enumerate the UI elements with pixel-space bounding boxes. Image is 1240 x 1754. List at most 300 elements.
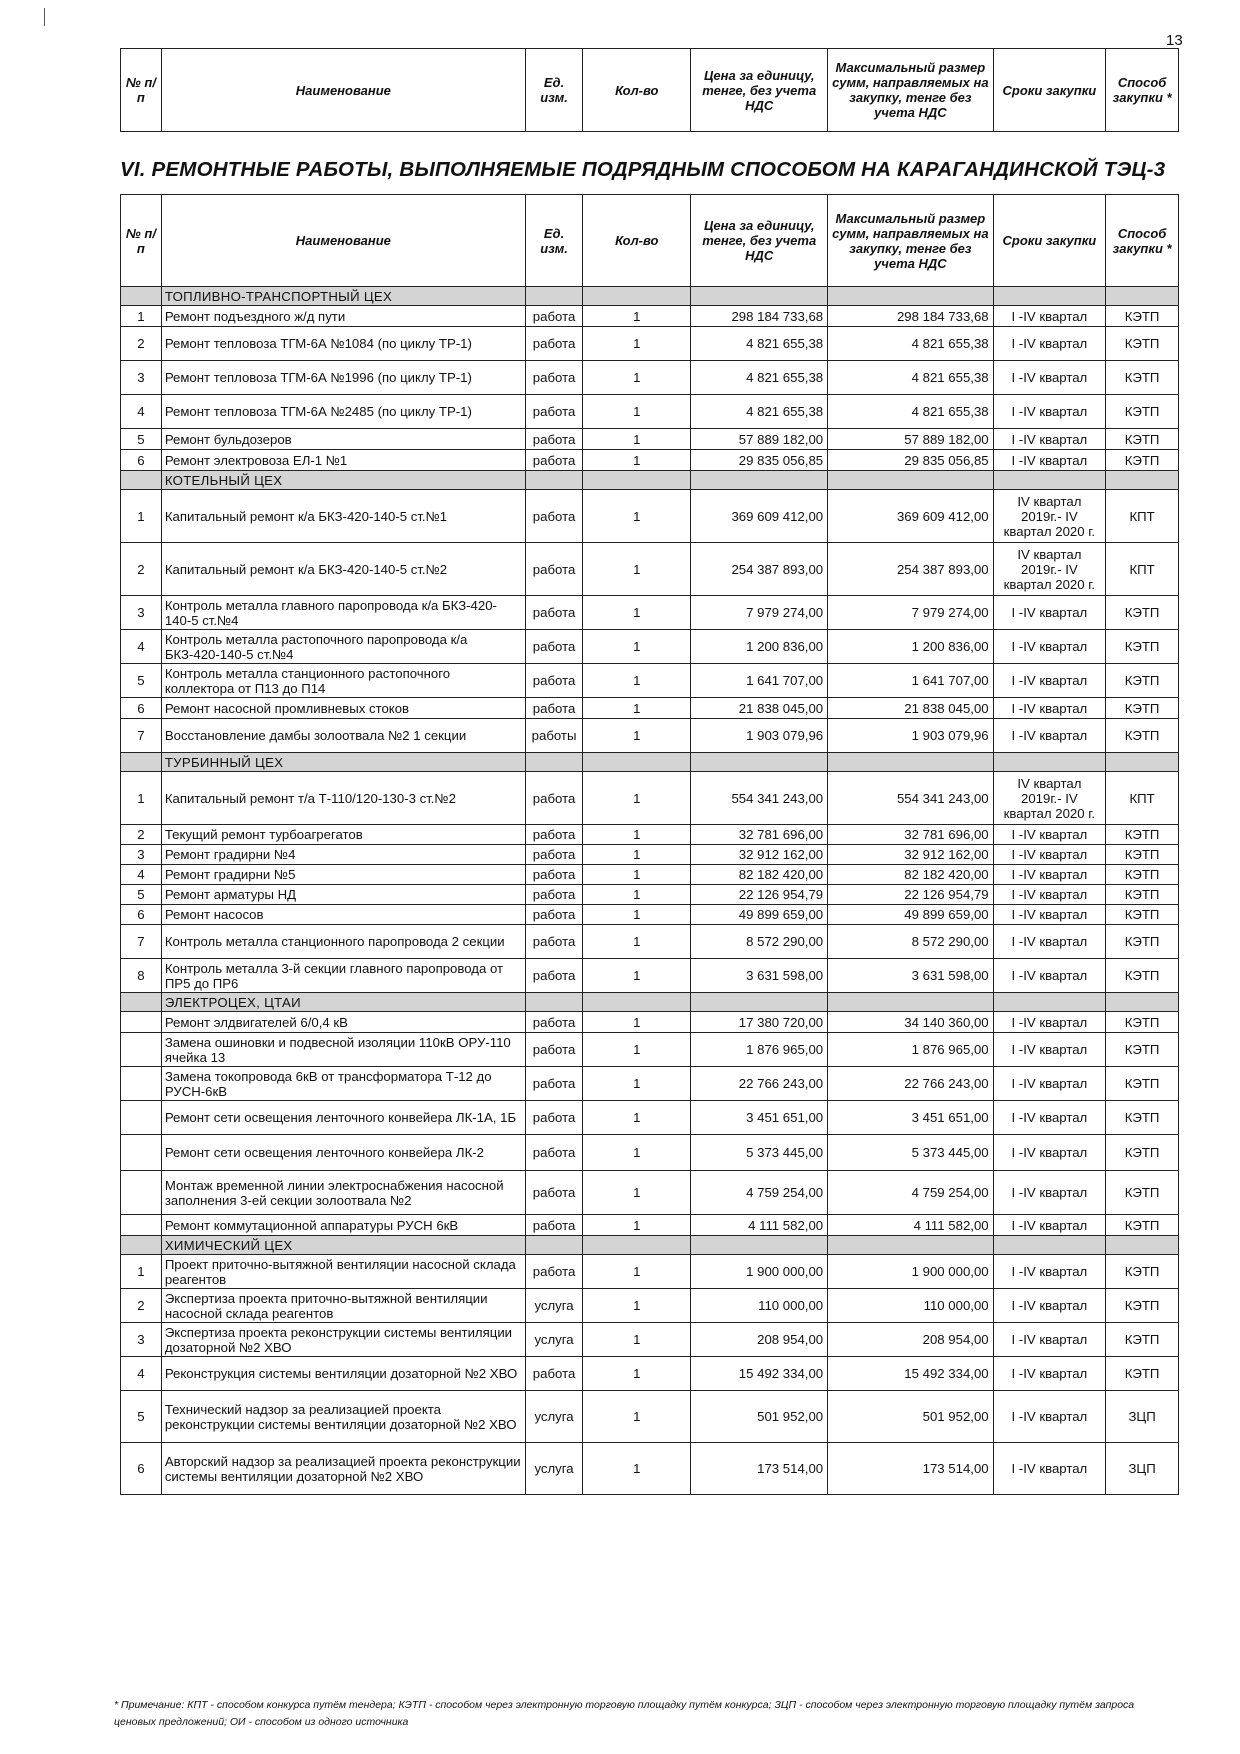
row-term: I -IV квартал [993,1135,1106,1171]
section-header-row [121,993,1179,1012]
row-method: КЭТП [1106,361,1179,395]
table-row [121,1255,1179,1289]
row-max-sum: 1 641 707,00 [828,664,993,698]
row-max-sum: 4 821 655,38 [828,395,993,429]
row-term: I -IV квартал [993,1101,1106,1135]
row-unit: работа [525,596,582,630]
row-method: КЭТП [1106,327,1179,361]
table-row [121,490,1179,543]
row-qty: 1 [583,925,691,959]
row-term: IV квартал 2019г.- IV квартал 2020 г. [993,490,1106,543]
row-number: 4 [121,1357,162,1391]
row-method: КПТ [1106,543,1179,596]
row-number: 3 [121,596,162,630]
row-max-sum: 29 835 056,85 [828,450,993,471]
row-term: I -IV квартал [993,1171,1106,1215]
footnote: * Примечание: КПТ - способом конкурса путём тендера; КЭТП - способом через электронную торговую площадку путём конкурса; ЗЦП - способом через электронную торговую площадку путём запроса ценовых предложений; ОИ - способом из одного источника [114,1699,1135,1728]
row-method: КЭТП [1106,1012,1179,1033]
header-max-sum: Максимальный размер сумм, направляемых на закупку, тенге без учета НДС [828,195,993,287]
row-name: Ремонт сети освещения ленточного конвейера ЛК-2 [161,1135,525,1171]
row-term: I -IV квартал [993,845,1106,865]
header-terms: Сроки закупки [993,49,1106,132]
row-term: IV квартал 2019г.- IV квартал 2020 г. [993,543,1106,596]
row-number: 6 [121,905,162,925]
row-max-sum: 5 373 445,00 [828,1135,993,1171]
row-term: I -IV квартал [993,630,1106,664]
row-price: 15 492 334,00 [691,1357,828,1391]
row-qty: 1 [583,361,691,395]
row-max-sum: 8 572 290,00 [828,925,993,959]
row-number: 1 [121,306,162,327]
row-price: 22 126 954,79 [691,885,828,905]
row-price: 82 182 420,00 [691,865,828,885]
row-price: 173 514,00 [691,1443,828,1495]
table-row [121,772,1179,825]
row-unit: работа [525,361,582,395]
section-blank-cell [993,993,1106,1012]
section-blank-cell [583,471,691,490]
row-term: I -IV квартал [993,1012,1106,1033]
table-row [121,925,1179,959]
row-name: Экспертиза проекта приточно-вытяжной вентиляции насосной склада реагентов [161,1289,525,1323]
row-price: 298 184 733,68 [691,306,828,327]
table-row [121,664,1179,698]
row-number: 2 [121,327,162,361]
row-price: 3 451 651,00 [691,1101,828,1135]
table-row [121,1357,1179,1391]
row-price: 110 000,00 [691,1289,828,1323]
row-name: Замена ошиновки и подвесной изоляции 110кВ ОРУ-110 ячейка 13 [161,1033,525,1067]
page-number: 13 [1166,32,1183,49]
row-qty: 1 [583,1067,691,1101]
row-number: 2 [121,1289,162,1323]
row-max-sum: 1 200 836,00 [828,630,993,664]
row-method: КЭТП [1106,429,1179,450]
row-price: 254 387 893,00 [691,543,828,596]
row-qty: 1 [583,664,691,698]
row-term: I -IV квартал [993,1357,1106,1391]
row-term: I -IV квартал [993,395,1106,429]
table-row [121,845,1179,865]
table-row [121,698,1179,719]
row-price: 1 903 079,96 [691,719,828,753]
row-price: 1 200 836,00 [691,630,828,664]
row-unit: работа [525,959,582,993]
row-unit: работа [525,306,582,327]
section-blank-cell [525,753,582,772]
row-price: 29 835 056,85 [691,450,828,471]
row-price: 22 766 243,00 [691,1067,828,1101]
row-name: Капитальный ремонт к/а БКЗ-420-140-5 ст.№2 [161,543,525,596]
row-number: 6 [121,1443,162,1495]
row-number: 5 [121,1391,162,1443]
section-blank-cell [121,993,162,1012]
row-term: I -IV квартал [993,959,1106,993]
section-name: КОТЕЛЬНЫЙ ЦЕХ [161,471,525,490]
procurement-table [120,194,1179,1495]
row-max-sum: 21 838 045,00 [828,698,993,719]
row-term: I -IV квартал [993,885,1106,905]
row-name: Ремонт градирни №5 [161,865,525,885]
row-name: Реконструкция системы вентиляции дозаторной №2 ХВО [161,1357,525,1391]
table-row [121,429,1179,450]
row-qty: 1 [583,1357,691,1391]
row-method: КЭТП [1106,1289,1179,1323]
section-blank-cell [583,753,691,772]
row-unit: работа [525,772,582,825]
row-name: Контроль металла растопочного паропровода к/а БКЗ-420-140-5 ст.№4 [161,630,525,664]
table-row [121,1033,1179,1067]
row-qty: 1 [583,490,691,543]
row-unit: работа [525,630,582,664]
header-qty: Кол-во [583,195,691,287]
row-price: 4 821 655,38 [691,361,828,395]
row-unit: услуга [525,1391,582,1443]
row-method: КЭТП [1106,664,1179,698]
row-unit: работа [525,1255,582,1289]
section-name: ХИМИЧЕСКИЙ ЦЕХ [161,1236,525,1255]
row-name: Контроль металла станционного растопочного коллектора от П13 до П14 [161,664,525,698]
table-row [121,865,1179,885]
row-name: Ремонт градирни №4 [161,845,525,865]
row-number [121,1101,162,1135]
table-row [121,630,1179,664]
row-price: 501 952,00 [691,1391,828,1443]
row-max-sum: 32 781 696,00 [828,825,993,845]
row-max-sum: 4 111 582,00 [828,1215,993,1236]
section-blank-cell [993,471,1106,490]
row-method: КЭТП [1106,885,1179,905]
table-row [121,1067,1179,1101]
row-unit: работа [525,905,582,925]
row-name: Ремонт коммутационной аппаратуры РУСН 6кВ [161,1215,525,1236]
row-name: Контроль металла 3-й секции главного паропровода от ПР5 до ПР6 [161,959,525,993]
row-qty: 1 [583,885,691,905]
row-max-sum: 4 759 254,00 [828,1171,993,1215]
row-max-sum: 22 766 243,00 [828,1067,993,1101]
table-row [121,361,1179,395]
section-blank-cell [121,287,162,306]
section-header-row [121,471,1179,490]
row-unit: услуга [525,1443,582,1495]
header-num: № п/п [121,195,162,287]
section-blank-cell [691,1236,828,1255]
row-price: 369 609 412,00 [691,490,828,543]
row-name: Контроль металла главного паропровода к/а БКЗ-420-140-5 ст.№4 [161,596,525,630]
row-unit: работа [525,845,582,865]
row-name: Ремонт бульдозеров [161,429,525,450]
section-blank-cell [121,1236,162,1255]
row-max-sum: 110 000,00 [828,1289,993,1323]
table-row [121,825,1179,845]
row-name: Восстановление дамбы золоотвала №2 1 секции [161,719,525,753]
row-max-sum: 208 954,00 [828,1323,993,1357]
header-price: Цена за единицу, тенге, без учета НДС [691,195,828,287]
row-method: КПТ [1106,772,1179,825]
row-name: Ремонт тепловоза ТГМ-6А №1084 (по циклу ТР-1) [161,327,525,361]
row-number [121,1067,162,1101]
row-method: КЭТП [1106,1323,1179,1357]
section-blank-cell [691,287,828,306]
row-number: 5 [121,429,162,450]
table-row [121,885,1179,905]
row-term: I -IV квартал [993,1289,1106,1323]
row-qty: 1 [583,306,691,327]
row-number: 7 [121,925,162,959]
row-number: 5 [121,664,162,698]
row-method: КЭТП [1106,905,1179,925]
table-row [121,306,1179,327]
row-qty: 1 [583,1033,691,1067]
row-name: Контроль металла станционного паропровода 2 секции [161,925,525,959]
section-blank-cell [691,993,828,1012]
table-row [121,1135,1179,1171]
row-qty: 1 [583,1255,691,1289]
row-name: Экспертиза проекта реконструкции системы вентиляции дозаторной №2 ХВО [161,1323,525,1357]
row-name: Ремонт подъездного ж/д пути [161,306,525,327]
section-blank-cell [1106,1236,1179,1255]
section-header-row [121,287,1179,306]
row-qty: 1 [583,429,691,450]
row-price: 4 821 655,38 [691,327,828,361]
header-price: Цена за единицу, тенге, без учета НДС [691,49,828,132]
row-method: КЭТП [1106,1215,1179,1236]
section-blank-cell [1106,993,1179,1012]
row-term: I -IV квартал [993,905,1106,925]
row-price: 1 876 965,00 [691,1033,828,1067]
row-method: КЭТП [1106,865,1179,885]
row-number: 6 [121,698,162,719]
section-blank-cell [525,287,582,306]
row-name: Ремонт тепловоза ТГМ-6А №1996 (по циклу ТР-1) [161,361,525,395]
row-number: 1 [121,1255,162,1289]
row-number: 4 [121,630,162,664]
row-term: I -IV квартал [993,450,1106,471]
row-number: 1 [121,772,162,825]
row-qty: 1 [583,1012,691,1033]
row-price: 5 373 445,00 [691,1135,828,1171]
row-name: Ремонт электровоза ЕЛ-1 №1 [161,450,525,471]
row-number [121,1215,162,1236]
row-unit: работа [525,1012,582,1033]
row-unit: работа [525,1171,582,1215]
section-blank-cell [583,1236,691,1255]
row-price: 554 341 243,00 [691,772,828,825]
row-unit: работа [525,1357,582,1391]
section-blank-cell [525,993,582,1012]
row-number: 2 [121,825,162,845]
row-price: 57 889 182,00 [691,429,828,450]
row-max-sum: 32 912 162,00 [828,845,993,865]
row-unit: работа [525,825,582,845]
row-number: 4 [121,395,162,429]
row-max-sum: 3 451 651,00 [828,1101,993,1135]
row-number: 4 [121,865,162,885]
row-term: I -IV квартал [993,1033,1106,1067]
row-qty: 1 [583,327,691,361]
row-method: КЭТП [1106,1255,1179,1289]
row-method: КПТ [1106,490,1179,543]
row-name: Монтаж временной линии электроснабжения насосной заполнения 3-ей секции золоотвала №2 [161,1171,525,1215]
row-method: КЭТП [1106,925,1179,959]
row-term: I -IV квартал [993,361,1106,395]
row-price: 8 572 290,00 [691,925,828,959]
row-price: 32 781 696,00 [691,825,828,845]
row-method: КЭТП [1106,959,1179,993]
section-blank-cell [1106,287,1179,306]
row-method: КЭТП [1106,719,1179,753]
row-method: КЭТП [1106,1357,1179,1391]
row-name: Ремонт сети освещения ленточного конвейера ЛК-1А, 1Б [161,1101,525,1135]
section-blank-cell [691,471,828,490]
table-row [121,905,1179,925]
row-method: КЭТП [1106,1033,1179,1067]
table-row [121,1171,1179,1215]
section-blank-cell [993,753,1106,772]
row-method: КЭТП [1106,825,1179,845]
row-term: I -IV квартал [993,1323,1106,1357]
row-term: I -IV квартал [993,825,1106,845]
row-price: 49 899 659,00 [691,905,828,925]
header-max-sum: Максимальный размер сумм, направляемых на закупку, тенге без учета НДС [828,49,993,132]
row-qty: 1 [583,865,691,885]
row-method: КЭТП [1106,1171,1179,1215]
row-qty: 1 [583,450,691,471]
row-method: КЭТП [1106,698,1179,719]
row-term: I -IV квартал [993,719,1106,753]
section-blank-cell [828,1236,993,1255]
row-price: 21 838 045,00 [691,698,828,719]
row-price: 7 979 274,00 [691,596,828,630]
row-method: КЭТП [1106,630,1179,664]
table-row [121,1391,1179,1443]
row-method: КЭТП [1106,1067,1179,1101]
row-number [121,1012,162,1033]
row-qty: 1 [583,1135,691,1171]
row-term: I -IV квартал [993,1067,1106,1101]
row-term: I -IV квартал [993,698,1106,719]
row-max-sum: 7 979 274,00 [828,596,993,630]
table-row [121,1323,1179,1357]
row-term: I -IV квартал [993,664,1106,698]
table-row [121,327,1179,361]
header-name: Наименование [161,49,525,132]
row-qty: 1 [583,772,691,825]
row-unit: услуга [525,1289,582,1323]
header-method: Способ закупки * [1106,49,1179,132]
row-term: I -IV квартал [993,596,1106,630]
row-name: Ремонт элдвигателей 6/0,4 кВ [161,1012,525,1033]
row-qty: 1 [583,543,691,596]
row-unit: работа [525,1215,582,1236]
row-qty: 1 [583,825,691,845]
row-number [121,1135,162,1171]
row-qty: 1 [583,395,691,429]
section-header-row [121,1236,1179,1255]
section-blank-cell [121,753,162,772]
table-row [121,1443,1179,1495]
row-number: 3 [121,1323,162,1357]
row-price: 1 641 707,00 [691,664,828,698]
row-term: I -IV квартал [993,1443,1106,1495]
section-title: VI. РЕМОНТНЫЕ РАБОТЫ, ВЫПОЛНЯЕМЫЕ ПОДРЯДНЫМ СПОСОБОМ НА КАРАГАНДИНСКОЙ ТЭЦ-3 [120,158,1166,181]
row-max-sum: 82 182 420,00 [828,865,993,885]
row-number: 6 [121,450,162,471]
table-row [121,1101,1179,1135]
row-number: 2 [121,543,162,596]
row-number: 5 [121,885,162,905]
row-max-sum: 22 126 954,79 [828,885,993,905]
row-qty: 1 [583,1171,691,1215]
row-term: I -IV квартал [993,1255,1106,1289]
table-row [121,959,1179,993]
row-qty: 1 [583,845,691,865]
row-name: Авторский надзор за реализацией проекта реконструкции системы вентиляции дозаторной №2 ХВО [161,1443,525,1495]
row-qty: 1 [583,959,691,993]
section-blank-cell [525,471,582,490]
header-qty: Кол-во [583,49,691,132]
row-method: КЭТП [1106,845,1179,865]
row-number [121,1171,162,1215]
section-blank-cell [691,753,828,772]
row-unit: работа [525,1101,582,1135]
row-method: КЭТП [1106,1135,1179,1171]
row-name: Ремонт арматуры НД [161,885,525,905]
row-unit: работы [525,719,582,753]
row-unit: работа [525,490,582,543]
row-unit: работа [525,1067,582,1101]
margin-mark [44,8,45,26]
row-qty: 1 [583,698,691,719]
row-price: 32 912 162,00 [691,845,828,865]
row-unit: работа [525,698,582,719]
row-number: 7 [121,719,162,753]
row-number: 1 [121,490,162,543]
row-price: 4 111 582,00 [691,1215,828,1236]
row-term: I -IV квартал [993,925,1106,959]
header-unit: Ед. изм. [525,49,582,132]
section-blank-cell [993,287,1106,306]
row-unit: услуга [525,1323,582,1357]
row-qty: 1 [583,1215,691,1236]
row-qty: 1 [583,1443,691,1495]
row-term: I -IV квартал [993,327,1106,361]
row-qty: 1 [583,1289,691,1323]
row-max-sum: 1 876 965,00 [828,1033,993,1067]
header-unit: Ед. изм. [525,195,582,287]
row-method: ЗЦП [1106,1391,1179,1443]
table-row [121,719,1179,753]
row-term: I -IV квартал [993,306,1106,327]
row-unit: работа [525,327,582,361]
row-max-sum: 49 899 659,00 [828,905,993,925]
section-blank-cell [1106,753,1179,772]
row-max-sum: 369 609 412,00 [828,490,993,543]
section-header-row [121,753,1179,772]
row-name: Капитальный ремонт к/а БКЗ-420-140-5 ст.№1 [161,490,525,543]
section-blank-cell [828,993,993,1012]
row-max-sum: 254 387 893,00 [828,543,993,596]
row-unit: работа [525,395,582,429]
row-price: 4 821 655,38 [691,395,828,429]
section-blank-cell [583,287,691,306]
row-unit: работа [525,664,582,698]
row-term: I -IV квартал [993,865,1106,885]
row-price: 1 900 000,00 [691,1255,828,1289]
row-name: Замена токопровода 6кВ от трансформатора Т-12 до РУСН-6кВ [161,1067,525,1101]
section-name: ТОПЛИВНО-ТРАНСПОРТНЫЙ ЦЕХ [161,287,525,306]
row-number [121,1033,162,1067]
